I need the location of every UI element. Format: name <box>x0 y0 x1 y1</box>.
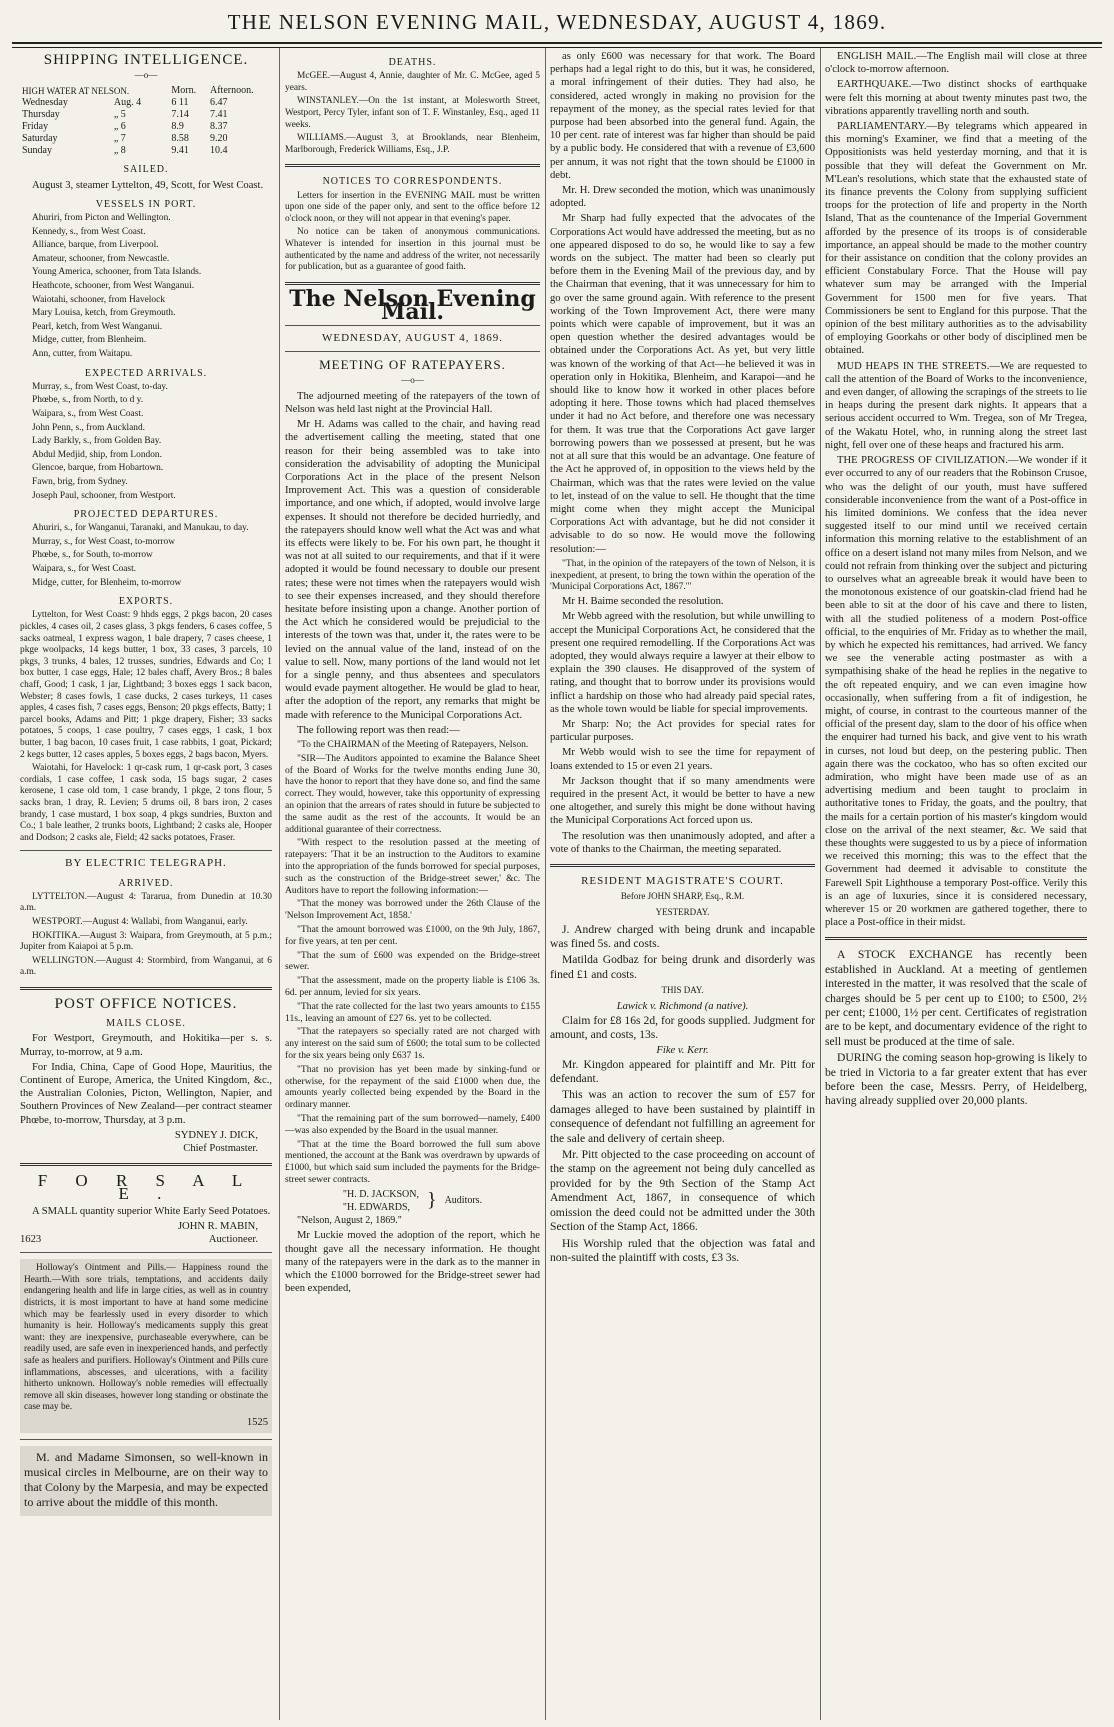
mails-item: For India, China, Cape of Good Hope, Mauritius, the Continent of Europe, America, the United Kingdom, &c., the Australian Colonies, Picton, Wellington, Napier, and Southern Provinces of New Zealand—per contract steamer Phœbe, to-morrow, Thursday, at 3 p.m. <box>20 1061 272 1126</box>
tide-cell: Saturday <box>22 133 58 145</box>
deaths-heading: DEATHS. <box>388 57 437 68</box>
divider <box>20 1252 272 1253</box>
tide-cell: 8.58 <box>171 133 189 145</box>
holloway-text: Holloway's Ointment and Pills.— Happiness round the Hearth.—With sore trials, temptations, and accidents daily endangering health and life in large cities, as well as in country districts, it is most important to have at hand some medicine which may be fearlessly used in every disorder to which humanity is heir. Holloway's medicaments supply this great want: they are inexpensive, purchaseable everywhere, can be readily used, are safe even in inexperienced hands, and perfectly safe as healers and purifiers. Holloway's Ointment and Pills cure inflammations, abscesses, and ulcerations, with a facility hitherto unknown. Holloway's noble remedies will effectually remove all skin diseases, however long standing or obstinate the case may be. <box>24 1263 268 1413</box>
port-item: Heathcote, schooner, from West Wanganui. <box>32 280 195 291</box>
divider <box>285 282 540 285</box>
port-item: Young America, schooner, from Tata Islands. <box>32 267 202 278</box>
port-item: Ahuriri, from Picton and Wellington. <box>32 213 171 224</box>
court-case: J. Andrew charged with being drunk and incapable was fined 5s. and costs. <box>550 922 815 950</box>
auditor-name: "H. D. JACKSON, <box>342 1188 419 1200</box>
expected-item: John Penn, s., from Auckland. <box>32 422 146 433</box>
tide-header-row <box>20 85 272 97</box>
report-line: "That the money was borrowed under the 26th Clause of the 'Nelson Improvement Act, 1858.' <box>285 898 540 922</box>
divider <box>20 1163 272 1166</box>
meeting-paragraph: Mr Luckie moved the adoption of the report, which he thought gave all the necessary information. He thought many of the ratepayers were in the dark as to the manner in which the £1000 borrowed for the Bridge-street sewer had been expended, <box>285 1230 540 1295</box>
column-local-news <box>825 50 1087 1722</box>
expected-item: Glencoe, barque, from Hobartown. <box>32 463 164 474</box>
court-case: Mr. Kingdon appeared for plaintiff and Mr. Pitt for defendant. <box>550 1057 815 1086</box>
tide-cell: „ 5 <box>113 109 126 121</box>
divider <box>20 987 272 990</box>
tide-cell: 8.37 <box>210 121 228 133</box>
port-item: Ann, cutter, from Waitapu. <box>32 348 133 359</box>
meeting-heading: MEETING OF RATEPAYERS. <box>319 357 506 373</box>
tide-cell: 6.47 <box>210 97 228 109</box>
tide-cell: 7.14 <box>171 109 189 121</box>
masthead <box>0 0 1114 44</box>
column-meeting-continued <box>550 50 815 1722</box>
report-line: "That the assessment, made on the property liable is £106 3s. 6d. per annum, levied for six years. <box>285 975 540 998</box>
separator: —o— <box>401 374 424 385</box>
news-item: THE PROGRESS OF CIVILIZATION.—We wonder if it ever occurred to any of our readers that the Robinson Crusoe, who was the delight of our youth, must have suffered considerable inconvenience from the want of a Post-office in his limited dominions. We confess that the idea never suggested itself to our mind until we received certain information this morning relative to the establishment of an office on a desert island not many miles from Nelson, and we could not refrain from thinking over the subject and picturing to ourselves what an agreeable break it would have been to the monotonous existence of our goatskin-clad friend had he been able to sit at the door of his cave and there to listen, with all the studied politeness of a modern Post-office official, to the enquiries of Mr. Friday as to whether the mail, by which he expected his remittances, had arrived. We fancy we see the venerable acting postmaster as with a sympathising shake of the head he replies in the negative to the oft repeated enquiry, and we can even imagine how occasionally, when suffering from a fit of indigestion, he might, of course, in contrast to the courteous manner of the official of the present day, slam to the door of his office when the enquirer had turned his back, and give vent to his wrath in curses, not loud but deep, on the pestering public. Then again there was the cockatoo, who has so often excited our admiration, who might have been made use of as an advertising medium and been taught to proclaim in authoritative tones to Friday, the goats, and the poultry, that the mails for a certain portion of his master's kingdom would close on the arrival of the next steamer, &c. We said that these thoughts were suggested to us by a piece of information we received this morning; this was to the effect that the Government had deemed it advisable to constitute the Farewell Spit Lighthouse a temporary Post-office. Verily this is an age of luxuries, since it is considered necessary, wherever 15 or 20 workmen are gathered together, there to place a Post-office in their midst. <box>825 455 1087 929</box>
tide-header: Afternoon. <box>210 85 254 97</box>
correspondents-text: Letters for insertion in the EVENING MAIL must be written upon one side of the paper only, and sent to the office before 12 o'clock noon, or they will not appear in that evening's paper. <box>285 190 540 224</box>
tide-cell: Sunday <box>22 145 52 157</box>
tide-cell: 10.4 <box>210 145 228 157</box>
death-notice: WILLIAMS.—August 3, at Brooklands, near Blenheim, Marlborough, Frederick Williams, Esq., J.P. <box>285 133 540 155</box>
expected-heading: EXPECTED ARRIVALS. <box>84 367 208 379</box>
meeting-paragraph: Mr Sharp: No; the Act provides for special rates for particular purposes. <box>550 718 815 744</box>
case-title: Fike v. Kerr. <box>656 1045 709 1057</box>
expected-item: Abdul Medjid, ship, from London. <box>32 449 162 460</box>
death-notice: McGEE.—August 4, Annie, daughter of Mr. C. McGee, aged 5 years. <box>285 71 540 93</box>
court-case: Mr. Pitt objected to the case proceeding on account of the stamp on the agreement not being duly cancelled as provided for by the 9th Section of the Stamp Act Amendment Act, 1867, in consequence of which omission the deed could not be admitted under the 30th Section of the Stamp Act, 1866. <box>550 1148 815 1234</box>
auditors-label: Auditors. <box>444 1195 483 1207</box>
tide-cell: Thursday <box>22 109 60 121</box>
auctioneer-line <box>20 1233 272 1246</box>
expected-item: Fawn, brig, from Sydney. <box>32 476 128 487</box>
tide-cell: Friday <box>22 121 49 133</box>
expected-item: Joseph Paul, schooner, from Westport. <box>32 490 176 501</box>
divider <box>285 164 540 167</box>
report-line: "With respect to the resolution passed at the meeting of ratepayers: 'That it be an instruction to the Auditors to examine into the appropriation of the funds borrowed for special purposes, such as the construction of the Bridge-street sewer,' &c. The Auditors have to report the following information:— <box>285 837 540 896</box>
divider <box>20 1439 272 1440</box>
meeting-paragraph: Mr H. Adams was called to the chair, and having read the advertisement calling the meeting, stated that one reason for their being assembled was to take into consideration the advisability of adopting the Municipal Corporations Act in the place of the present Nelson Improvement Act. This was a question of considerable importance, and one which, if adopted, would involve large expenses. It should not therefore be decided hurriedly, and the ratepayers should know well what the Act was and what its effects were likely to be. For his own part, he thought it was not at all suited to our requirements, and that if it were adopted it would be found necessary to double our present rates; these were not times when the ratepayers would wish to see their expenses increased, and they should therefore hesitate before insisting upon a change. Another portion of the Act which he considered would be prejudicial to the interests of the town was that, under it, the rates were to be levied on the annual value of the land, instead of on the value to sell. Now, many portions of the land would not let for a single penny, and thus absentees and speculators would evade payment altogether. He would be glad to hear, after the adoption of the report, any remarks that might be made with reference to the Municipal Corporations Act. <box>285 419 540 721</box>
post-office-heading: POST OFFICE NOTICES. <box>54 995 238 1012</box>
tide-cell: Wednesday <box>22 97 68 109</box>
separator: —o— <box>134 70 158 81</box>
meeting-paragraph: The resolution was then unanimously adopted, and after a vote of thanks to the Chairman, the meeting separated. <box>550 830 815 855</box>
resolution-text: "That, in the opinion of the ratepayers of the town of Nelson, it is inexpedient, at present, to bring the town within the operation of the 'Municipal Corporations Act, 1867.'" <box>550 557 815 593</box>
news-item: PARLIAMENTARY.—By telegrams which appeared in this morning's Examiner, we find that a meeting of the Oppositionists was held yesterday morning, and that it is possible that they will defeat the Government on Mr. M'Lean's resolutions, which state that the exhausted state of its finance prevents the Colony from supplying sufficient troops for the protection of life and property in the North Island, That as the countenance of the Imperial Government afforded by the presence of its troops is of considerable importance, an appeal should be made to the mother country for their assistance on condition that the colony provides an efficient Constabulary Force. That the House will pay whatever sum may be arranged with the Imperial Government for 1500 men for five years. That Commissioners be sent to England for this purpose. That the opinion of the best military authorities as to the advisability of employing Goorkahs or other body of disciplined men be obtained. <box>825 121 1087 357</box>
ad-number: 1623 <box>20 1233 42 1245</box>
correspondents-text: No notice can be taken of anonymous communications. Whatever is intended for insertion in this journal must be authenticated by the name and address of the writer, not necessarily for publication, but as a guarantee of good faith. <box>285 227 540 273</box>
court-case: Claim for £8 16s 2d, for goods supplied. Judgment for amount, and costs, 13s. <box>550 1013 815 1042</box>
port-item: Alliance, barque, from Liverpool. <box>32 240 159 251</box>
court-heading: RESIDENT MAGISTRATE'S COURT. <box>581 874 784 887</box>
court-day: THIS DAY. <box>661 985 704 996</box>
tide-row <box>20 133 272 145</box>
column-divider <box>820 48 821 1720</box>
tide-cell: 6 11 <box>171 97 189 109</box>
port-item: Mary Louisa, ketch, from Greymouth. <box>32 308 176 319</box>
expected-item: Lady Barkly, s., from Golden Bay. <box>32 436 162 447</box>
shipping-heading: SHIPPING INTELLIGENCE. <box>43 52 249 68</box>
arrived-item: WELLINGTON.—August 4: Stormbird, from Wanganui, at 6 a.m. <box>20 955 272 978</box>
column-divider <box>279 48 280 1720</box>
auditors-signature: "H. D. JACKSON, "H. EDWARDS, } Auditors. <box>342 1188 483 1213</box>
newspaper-title: THE NELSON EVENING MAIL, WEDNESDAY, AUGUST 4, 1869. <box>227 10 887 34</box>
tide-row <box>20 145 272 157</box>
port-item: Midge, cutter, from Blenheim. <box>32 335 147 346</box>
meeting-paragraph: Mr Jackson thought that if so many amendments were required in the present Act, it would be better to have a new one altogether, and surely this might be done without having the Municipal Corporations Act forced upon us. <box>550 775 815 827</box>
meeting-paragraph: Mr. H. Drew seconded the motion, which was unanimously adopted. <box>550 185 815 210</box>
news-item: EARTHQUAKE.—Two distinct shocks of earthquake were felt this morning at about twenty minutes past two, the vibrations apparently travelling north and south. <box>825 79 1087 117</box>
report-line: "To the CHAIRMAN of the Meeting of Ratepayers, Nelson. <box>297 739 529 751</box>
exports-text: Waiotahi, for Havelock: 1 qr-cask rum, 1 qr-cask port, 3 cases cordials, 1 case coffee, 1 cask soda, 15 bags sugar, 2 cases kerosene, 1 case old tom, 1 case brandy, 1 pkge, 2 tons flour, 5 sacks bran, 1 dray, R. Levien; 5 drums oil, 8 bars iron, 2 cases brandy, 1 case mustard, 1 box soap, 4 pkgs sundries, Buxton and Co.; 1 bale leather, 2 trunks boots, Lightband; 2 casks ale, Hooper and Dodson; 2 casks ale, Field; 42 sacks potatoes, Fraser. <box>20 763 272 843</box>
tide-cell: Aug. 4 <box>113 97 142 109</box>
port-item: Pearl, ketch, from West Wanganui. <box>32 321 163 332</box>
divider <box>825 937 1087 940</box>
meeting-paragraph: Mr H. Baime seconded the resolution. <box>562 596 724 608</box>
tide-cell: 7.41 <box>210 109 228 121</box>
report-line: "That the rate collected for the last two years amounts to £155 11s., leaving an amount of £27 6s. yet to be collected. <box>285 1000 540 1024</box>
court-case: His Worship ruled that the objection was fatal and non-suited the plaintiff with costs, £3 3s. <box>550 1236 815 1264</box>
projected-item: Murray, s., for West Coast, to-morrow <box>32 536 175 547</box>
report-line: "That the sum of £600 was expended on the Bridge-street sewer. <box>285 949 540 973</box>
simonsen-text: M. and Madame Simonsen, so well-known in musical circles in Melbourne, are on their way to that Colony by the Marpesia, and may be expected to arrive about the middle of this month. <box>24 1450 268 1510</box>
court-case: This was an action to recover the sum of £57 for damages alleged to have been sustained by plaintiff in consequence of defendant not fulfilling an agreement for the sale and delivery of certain sheep. <box>550 1088 815 1145</box>
arrived-item: LYTTELTON.—August 4: Tararua, from Dunedin at 10.30 a.m. <box>20 891 272 914</box>
ad-number: 1525 <box>246 1416 268 1428</box>
arrived-heading: ARRIVED. <box>118 877 174 889</box>
projected-item: Phœbe, s., for South, to-morrow <box>32 550 153 561</box>
expected-item: Phœbe, s., from North, to d y. <box>32 395 144 406</box>
correspondents-heading: NOTICES TO CORRESPONDENTS. <box>322 176 503 188</box>
auctioneer-title: Auctioneer. <box>208 1233 258 1245</box>
report-line: "That the remaining part of the sum borrowed—namely, £400—was also expended by the Board in the usual manner. <box>285 1112 540 1136</box>
arrived-item: WESTPORT.—August 4: Wallabi, from Wanganui, early. <box>32 916 248 927</box>
tide-cell: „ 6 <box>113 121 126 133</box>
column-editorial <box>285 50 540 1722</box>
simonsen-notice <box>20 1446 272 1516</box>
court-case: Matilda Godbaz for being drunk and disorderly was fined £1 and costs. <box>550 953 815 981</box>
news-item: ENGLISH MAIL.—The English mail will close at three o'clock to-morrow afternoon. <box>825 51 1087 76</box>
column-divider <box>545 48 546 1720</box>
tide-cell: „ 8 <box>113 145 126 157</box>
divider <box>285 325 540 326</box>
meeting-paragraph: The adjourned meeting of the ratepayers of the town of Nelson was held last night at the Provincial Hall. <box>285 390 540 415</box>
news-item: MUD HEAPS IN THE STREETS.—We are requested to call the attention of the Board of Works to the inconvenience, and even danger, of allowing the scrapings of the streets to lie in heaps during the present dark nights. It appears that a serious accident occurred to Wm. Tregea, son of Mr Tregea, of the Wakatu Hotel, who, in running along the street last night, fell over one of these heaps and fractured his arm. <box>825 360 1087 451</box>
meeting-paragraph: The following report was then read:— <box>297 724 460 736</box>
for-sale-heading: F O R S A L E . <box>37 1171 255 1204</box>
court-day: YESTERDAY. <box>655 907 710 918</box>
tide-row <box>20 109 272 121</box>
report-date: "Nelson, August 2, 1869." <box>297 1215 402 1227</box>
port-item: Amateur, schooner, from Newcastle. <box>32 253 170 264</box>
masthead-rule <box>12 42 1102 48</box>
tide-header: Morn. <box>171 85 197 97</box>
arrived-item: HOKITIKA.—August 3: Waipara, from Greymouth, at 5 p.m.; Jupiter from Kaiapoi at 5 p.m. <box>20 930 272 953</box>
exports-text: Lyttelton, for West Coast: 9 hhds eggs, 2 pkgs bacon, 20 cases pickles, 4 cases oil, 2 cases glass, 3 pkgs fenders, 6 cases coffee, 5 sacks oatmeal, 1 express wagon, 1 bale drapery, 7 cases cheese, 1 pkge woolpacks, 14 kegs butter, 1 box, 33 cases, 3 parcels, 10 pkgs, 3 trunks, 4 bales, 12 trusses, sundries, Edwards and Co; 1 box butter, 1 case eggs, Hale; 12 bales chaff, Avery Bros.; 8 bales chaff, Good; 1 cask, 1 jar, Lightband; 3 boxes eggs 1 sack bacon, Webster; 8 cases fowls, 1 case ducks, 2 cases turkeys, 11 cases apples, 4 cases fish, 7 cases eggs, Benson; 20 pkgs effects, Batty; 1 parcel books, Adams and Pitt; 1 pkge drapery, Fisher; 33 sacks potatoes, 5 coops, 1 case poultry, 7 cases eggs, 1 cask, 1 box butter, 1 bag bacon, 10 cases fruit, 1 case rabbits, 1 goat, Pickard; 2 kegs butter, 12 cases apples, 5 boxes eggs, 2 bags bacon, Myers. <box>20 610 272 760</box>
divider <box>285 351 540 352</box>
case-title: Lawick v. Richmond (a native). <box>616 1001 749 1013</box>
report-line: "SIR—The Auditors appointed to examine the Balance Sheet of the Board of Works for the twelve months ending June 30, have the honor to report that they have done so, and find the same correct. They would, however, take this opportunity of expressing an opinion that the arrears of rates should in future be subjected to the same audit as the rest of the accounts. It would be an additional guarantee of their correctness. <box>285 752 540 835</box>
death-notice: WINSTANLEY.—On the 1st instant, at Molesworth Street, Westport, Percy Tyler, infant son of T. F. Winstanley, Esq., aged 11 weeks. <box>285 96 540 130</box>
postmaster-title: Chief Postmaster. <box>183 1142 258 1154</box>
auctioneer-name: JOHN R. MABIN, <box>177 1220 258 1232</box>
mails-close-heading: MAILS CLOSE. <box>106 1018 186 1030</box>
divider <box>20 850 272 851</box>
court-magistrate: Before JOHN SHARP, Esq., R.M. <box>620 891 745 902</box>
tide-cell: 8.9 <box>171 121 184 133</box>
projected-item: Ahuriri, s., for Wanganui, Taranaki, and Manukau, to day. <box>32 523 249 534</box>
projected-heading: PROJECTED DEPARTURES. <box>73 509 219 521</box>
postmaster-name: SYDNEY J. DICK, <box>174 1129 258 1141</box>
meeting-paragraph: Mr Sharp had fully expected that the advocates of the Corporations Act would have addressed the meeting, but as no one appeared disposed to do so, he would like to say a few words on the subject. The matter had been so clearly put before them in the Evening Mail of the previous day, and by the Chairman that evening, that it was unnecessary for him to go over the same ground again. With reference to the present working of the Town Improvement Act, there were many points which were capable of improvement, but it was an open question whether the desired advantages would be obtained under the Corporations Act. As yet, but very little was known of the working of that Act—he believed it was in operation only in Hokitika, Blenheim, and Karapoi—and he should like to know how it worked in other places before adopting it here. Those towns which had placed themselves under it had no Act before, and therefore one was necessary for them. It was true that the Corporations Act gave larger borrowing powers than we possessed at present, but he was not at all sure that this would be an advantage. One feature of the Act he approved of, in opposition to the views held by the Chairman, which was that the rates were levied on the value to let, instead of on the value to sell. He thought that the time might come when they might accept the Municipal Corporations Act with advantage, but he did not consider it advisable to do so now. He would move the following resolution:— <box>550 213 815 555</box>
tide-table <box>20 85 272 157</box>
report-line: "That no provision has yet been made by sinking-fund or otherwise, for the repayment of the said £1000 when due, the amounts yearly collected being expended by the Board in the ordinary manner. <box>285 1063 540 1111</box>
auditor-name: "H. EDWARDS, <box>342 1201 411 1213</box>
tide-header: HIGH WATER AT NELSON. <box>22 86 130 97</box>
tide-row <box>20 121 272 133</box>
tide-cell: 9.41 <box>171 145 189 157</box>
tide-cell: 9.20 <box>210 133 228 145</box>
expected-item: Waipara, s., from West Coast. <box>32 408 144 419</box>
paper-nameplate: The Nelson Evening Mail. <box>289 285 536 325</box>
holloway-advertisement <box>20 1259 272 1433</box>
meeting-paragraph: as only £600 was necessary for that work. The Board perhaps had a legal right to do this, but it was, he considered, a moral infringement of their duties. They had also, he considered, acted wrongly in making no provision for the repayment of the money, as the special rates levied for that purpose had been absorbed into the general fund. Again, the 10 per cent. rate of interest was far higher than should be paid by a public body. He considered that with a revenue of £3,600 per annum, it was not right that the town should be £1000 in debt. <box>550 51 815 181</box>
tide-cell: „ 7 <box>113 133 126 145</box>
sailed-text: August 3, steamer Lyttelton, 49, Scott, for West Coast. <box>32 179 264 191</box>
projected-item: Waipara, s., for West Coast. <box>32 564 137 575</box>
issue-date: WEDNESDAY, AUGUST 4, 1869. <box>321 332 504 345</box>
port-heading: VESSELS IN PORT. <box>95 198 197 210</box>
report-line: "That the ratepayers so specially rated are not charged with any interest on the said sum of £600; the total sum to be collected for the six years being only £637 1s. <box>285 1026 540 1061</box>
divider <box>550 864 815 867</box>
port-item: Waiotahi, schooner, from Havelock <box>32 294 165 305</box>
mails-item: For Westport, Greymouth, and Hokitika—per s. s. Murray, to-morrow, at 9 a.m. <box>20 1033 272 1058</box>
exports-heading: EXPORTS. <box>118 596 174 608</box>
port-item: Kennedy, s., from West Coast. <box>32 226 146 237</box>
report-line: "That the amount borrowed was £1000, on the 9th July, 1867, for five years, at ten per cent. <box>285 923 540 947</box>
meeting-paragraph: Mr Webb would wish to see the time for repayment of loans extended to 15 or even 21 years. <box>550 747 815 772</box>
news-item: DURING the coming season hop-growing is likely to be tried in Victoria to a far greater extent that has ever before been the case, Messrs. Perry, of Heidelberg, having already supplied over 20,000 plants. <box>825 1051 1087 1108</box>
expected-item: Murray, s., from West Coast, to-day. <box>32 381 168 392</box>
for-sale-text: A SMALL quantity superior White Early Seed Potatoes. <box>32 1205 271 1217</box>
telegraph-heading: BY ELECTRIC TELEGRAPH. <box>65 857 227 870</box>
projected-item: Midge, cutter, for Blenheim, to-morrow <box>32 577 182 588</box>
tide-row <box>20 97 272 109</box>
column-shipping <box>20 50 272 1722</box>
news-item: A STOCK EXCHANGE has recently been established in Auckland. At a meeting of gentlemen interested in the matter, it was resolved that the scale of charges should be 5 per cent up to £100; to £500, 2½ per cent; £1000, 1½ per cent. Certificates of registration are to be kept, and documentary evidence of the right to sell must be produced at the time of sale. <box>825 948 1087 1048</box>
report-line: "That at the time the Board borrowed the full sum above mentioned, the account at the Bank was overdrawn by upwards of £1000, but which said sum included the payments for the Bridge-street sewer contracts. <box>285 1138 540 1185</box>
meeting-paragraph: Mr Webb agreed with the resolution, but while unwilling to accept the Municipal Corporations Act, he considered that the present one required remodelling. If the Corporations Act was adopted, they would always require a lawyer at their elbow to explain the 390 clauses. He disapproved of the system of rating, and thought that to borrow under its provisions would inflict a hardship on those who had already paid special rates, as the whole town would be liable for special improvements. <box>550 611 815 715</box>
sailed-heading: SAILED. <box>123 164 169 176</box>
